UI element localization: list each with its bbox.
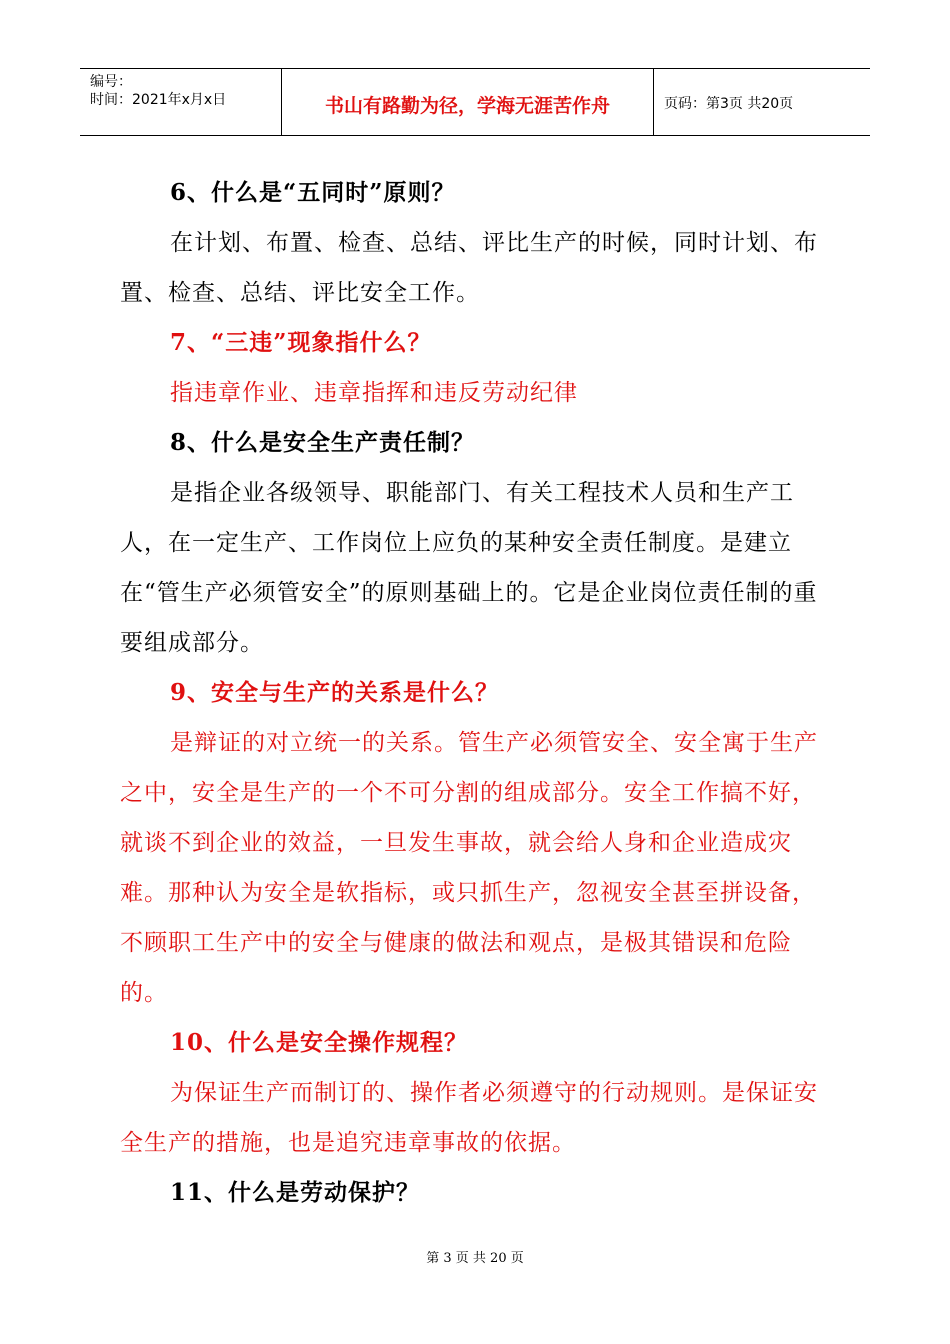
document-body: [120, 168, 835, 1218]
question-9: 9、安全与生产的关系是什么？: [170, 679, 500, 706]
answer-8: 是指企业各级领导、职能部门、有关工程技术人员和生产工人，在一定生产、工作岗位上应负的某种安全责任制度。是建立在“管生产必须管安全”的原则基础上的。它是企业岗位责任制的重要组成部分。: [120, 480, 818, 656]
answer-9: 是辩证的对立统一的关系。管生产必须管安全、安全寓于生产之中，安全是生产的一个不可分割的组成部分。安全工作搞不好，就谈不到企业的效益，一旦发生事故，就会给人身和企业造成灾难。那种认为安全是软指标，或只抓生产，忽视安全甚至拼设备，不顾职工生产中的安全与健康的做法和观点，是极其错误和危险的。: [120, 730, 818, 1006]
page-header: [80, 68, 870, 136]
answer-6: 在计划、布置、检查、总结、评比生产的时候，同时计划、布置、检查、总结、评比安全工作。: [120, 230, 818, 306]
number-label: 编号：: [90, 74, 132, 90]
header-motto: 书山有路勤为径，学海无涯苦作舟: [282, 69, 654, 135]
date-label: 时间：2021年x月x日: [90, 92, 227, 108]
question-8: 8、什么是安全生产责任制？: [170, 429, 476, 456]
question-11: 11、什么是劳动保护？: [170, 1179, 421, 1206]
question-6: 6、什么是“五同时”原则？: [170, 179, 456, 206]
question-10: 10、什么是安全操作规程？: [170, 1029, 469, 1056]
answer-10: 为保证生产而制订的、操作者必须遵守的行动规则。是保证安全生产的措施，也是追究违章事故的依据。: [120, 1080, 818, 1156]
answer-7: 指违章作业、违章指挥和违反劳动纪律: [170, 380, 578, 406]
header-page-label: 页码：第3页 共20页: [664, 96, 794, 112]
header-meta-cell: [80, 69, 282, 135]
question-7: 7、“三违”现象指什么？: [170, 329, 432, 356]
page-footer: 第 3 页 共 20 页: [426, 1251, 524, 1266]
